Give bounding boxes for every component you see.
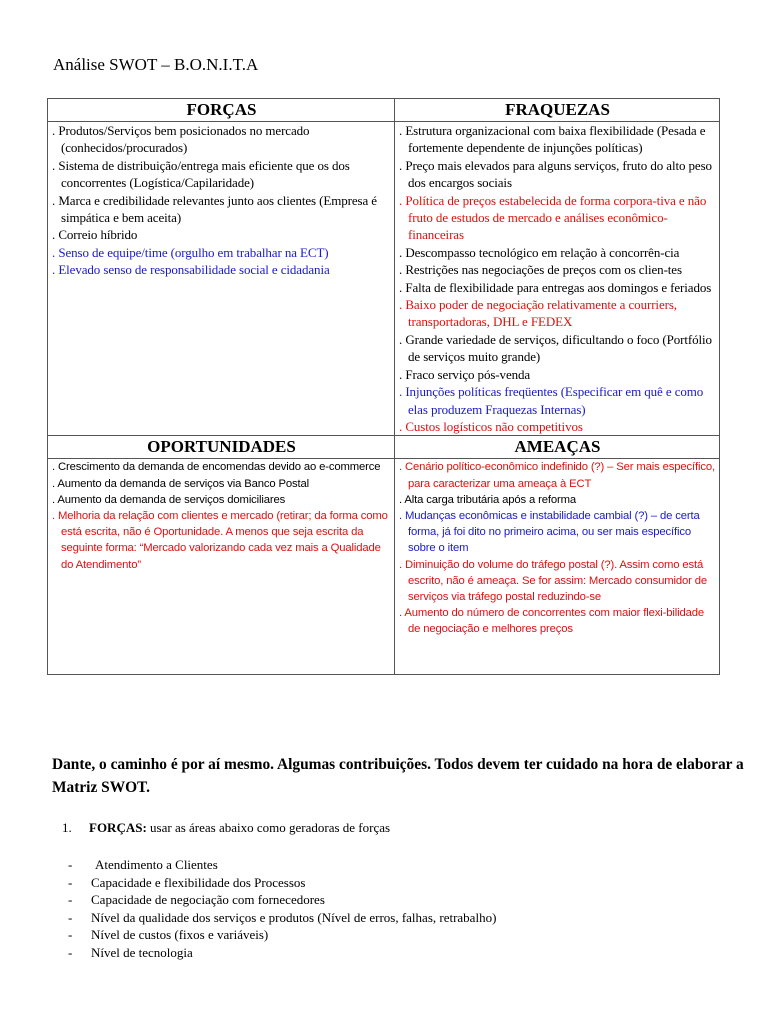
swot-item: . Mudanças econômicas e instabilidade cambial (?) – de certa forma, já foi dito no primeiro acima, ou ser mais específico sobre o item	[399, 508, 716, 557]
swot-item: . Crescimento da demanda de encomendas devido ao e-commerce	[52, 459, 391, 475]
dash-bullet: -	[68, 892, 73, 908]
ameacas-cell	[395, 459, 720, 675]
ameacas-header: AMEAÇAS	[395, 436, 720, 459]
fraquezas-header: FRAQUEZAS	[395, 99, 720, 122]
fraquezas-list	[399, 122, 716, 435]
swot-item: . Senso de equipe/time (orgulho em trabalhar na ECT)	[52, 244, 391, 261]
swot-table	[47, 98, 720, 675]
swot-item: . Aumento da demanda de serviços via Banco Postal	[52, 476, 391, 492]
list-item-text: Capacidade e flexibilidade dos Processos	[91, 874, 306, 890]
dash-bullet: -	[68, 944, 73, 960]
swot-item: . Melhoria da relação com clientes e mercado (retirar; da forma como está escrita, não é Oportunidade. A menos que seja escrita da seguinte forma: “Mercado valorizando cada vez mais a Qualidade do Atendimento”	[52, 508, 391, 573]
swot-item: . Cenário político-econômico indefinido (?) – Ser mais específico, para caracterizar uma ameaça à ECT	[399, 459, 716, 491]
list-item-text: Capacidade de negociação com fornecedores	[91, 892, 325, 908]
numbered-item	[62, 820, 390, 836]
list-item	[68, 909, 496, 927]
list-item-text: Nível de tecnologia	[91, 944, 193, 960]
list-item	[68, 944, 496, 962]
swot-item: . Preço mais elevados para alguns serviços, fruto do alto peso dos encargos sociais	[399, 157, 716, 192]
list-item	[68, 874, 496, 892]
reviewer-comment: Dante, o caminho é por aí mesmo. Algumas contribuições. Todos devem ter cuidado na hora de elaborar a Matriz SWOT.	[52, 756, 744, 796]
swot-item: . Descompasso tecnológico em relação à concorrên-cia	[399, 244, 716, 261]
swot-item: . Custos logísticos não competitivos	[399, 418, 716, 435]
swot-item: . Correio híbrido	[52, 226, 391, 243]
forcas-list	[52, 122, 391, 279]
list-item	[68, 891, 496, 909]
swot-item: . Política de preços estabelecida de forma corpora-tiva e não fruto de estudos de mercado e análises econômico-financeiras	[399, 192, 716, 244]
oportunidades-cell	[48, 459, 395, 675]
swot-item: . Grande variedade de serviços, dificultando o foco (Portfólio de serviços muito grande)	[399, 331, 716, 366]
swot-item: . Sistema de distribuição/entrega mais eficiente que os dos concorrentes (Logística/Capilaridade)	[52, 157, 391, 192]
dash-bullet: -	[68, 874, 73, 890]
dash-bullet: -	[68, 927, 73, 943]
item-number: 1.	[62, 820, 72, 835]
list-item-text: Atendimento a Clientes	[95, 857, 218, 872]
list-item	[68, 926, 496, 944]
swot-item: . Injunções políticas freqüentes (Especificar em quê e como elas produzem Fraquezas Internas)	[399, 383, 716, 418]
swot-item: . Marca e credibilidade relevantes junto aos clientes (Empresa é simpática e bem aceita)	[52, 192, 391, 227]
swot-item: . Aumento do número de concorrentes com maior flexi-bilidade de negociação e melhores preços	[399, 605, 716, 637]
oportunidades-header: OPORTUNIDADES	[48, 436, 395, 459]
item-text: usar as áreas abaixo como geradoras de forças	[146, 820, 391, 835]
list-item-text: Nível da qualidade dos serviços e produtos (Nível de erros, falhas, retrabalho)	[91, 909, 497, 925]
document-title: Análise SWOT – B.O.N.I.T.A	[53, 55, 259, 74]
swot-item: . Aumento da demanda de serviços domiciliares	[52, 492, 391, 508]
swot-item: . Diminuição do volume do tráfego postal (?). Assim como está escrito, não é ameaça. Se for assim: Mercado consumidor de serviços via tráfego postal reduzindo-se	[399, 557, 716, 606]
bullet-list	[68, 856, 496, 962]
swot-item: . Estrutura organizacional com baixa flexibilidade (Pesada e fortemente dependente de injunções políticas)	[399, 122, 716, 157]
swot-item: . Falta de flexibilidade para entregas aos domingos e feriados	[399, 279, 716, 296]
list-item-text: Nível de custos (fixos e variáveis)	[91, 927, 269, 943]
swot-item: . Elevado senso de responsabilidade social e cidadania	[52, 261, 391, 278]
swot-item: . Restrições nas negociações de preços com os clien-tes	[399, 261, 716, 278]
swot-item: . Fraco serviço pós-venda	[399, 366, 716, 383]
ameacas-list	[399, 459, 716, 637]
fraquezas-cell	[395, 122, 720, 436]
item-label: FORÇAS:	[89, 820, 147, 835]
forcas-cell	[48, 122, 395, 436]
swot-item: . Alta carga tributária após a reforma	[399, 492, 716, 508]
list-item	[68, 856, 496, 874]
dash-bullet: -	[68, 857, 73, 872]
swot-item: . Baixo poder de negociação relativamente a courriers, transportadoras, DHL e FEDEX	[399, 296, 716, 331]
oportunidades-list	[52, 459, 391, 572]
dash-bullet: -	[68, 909, 73, 925]
swot-item: . Produtos/Serviços bem posicionados no mercado (conhecidos/procurados)	[52, 122, 391, 157]
forcas-header: FORÇAS	[48, 99, 395, 122]
